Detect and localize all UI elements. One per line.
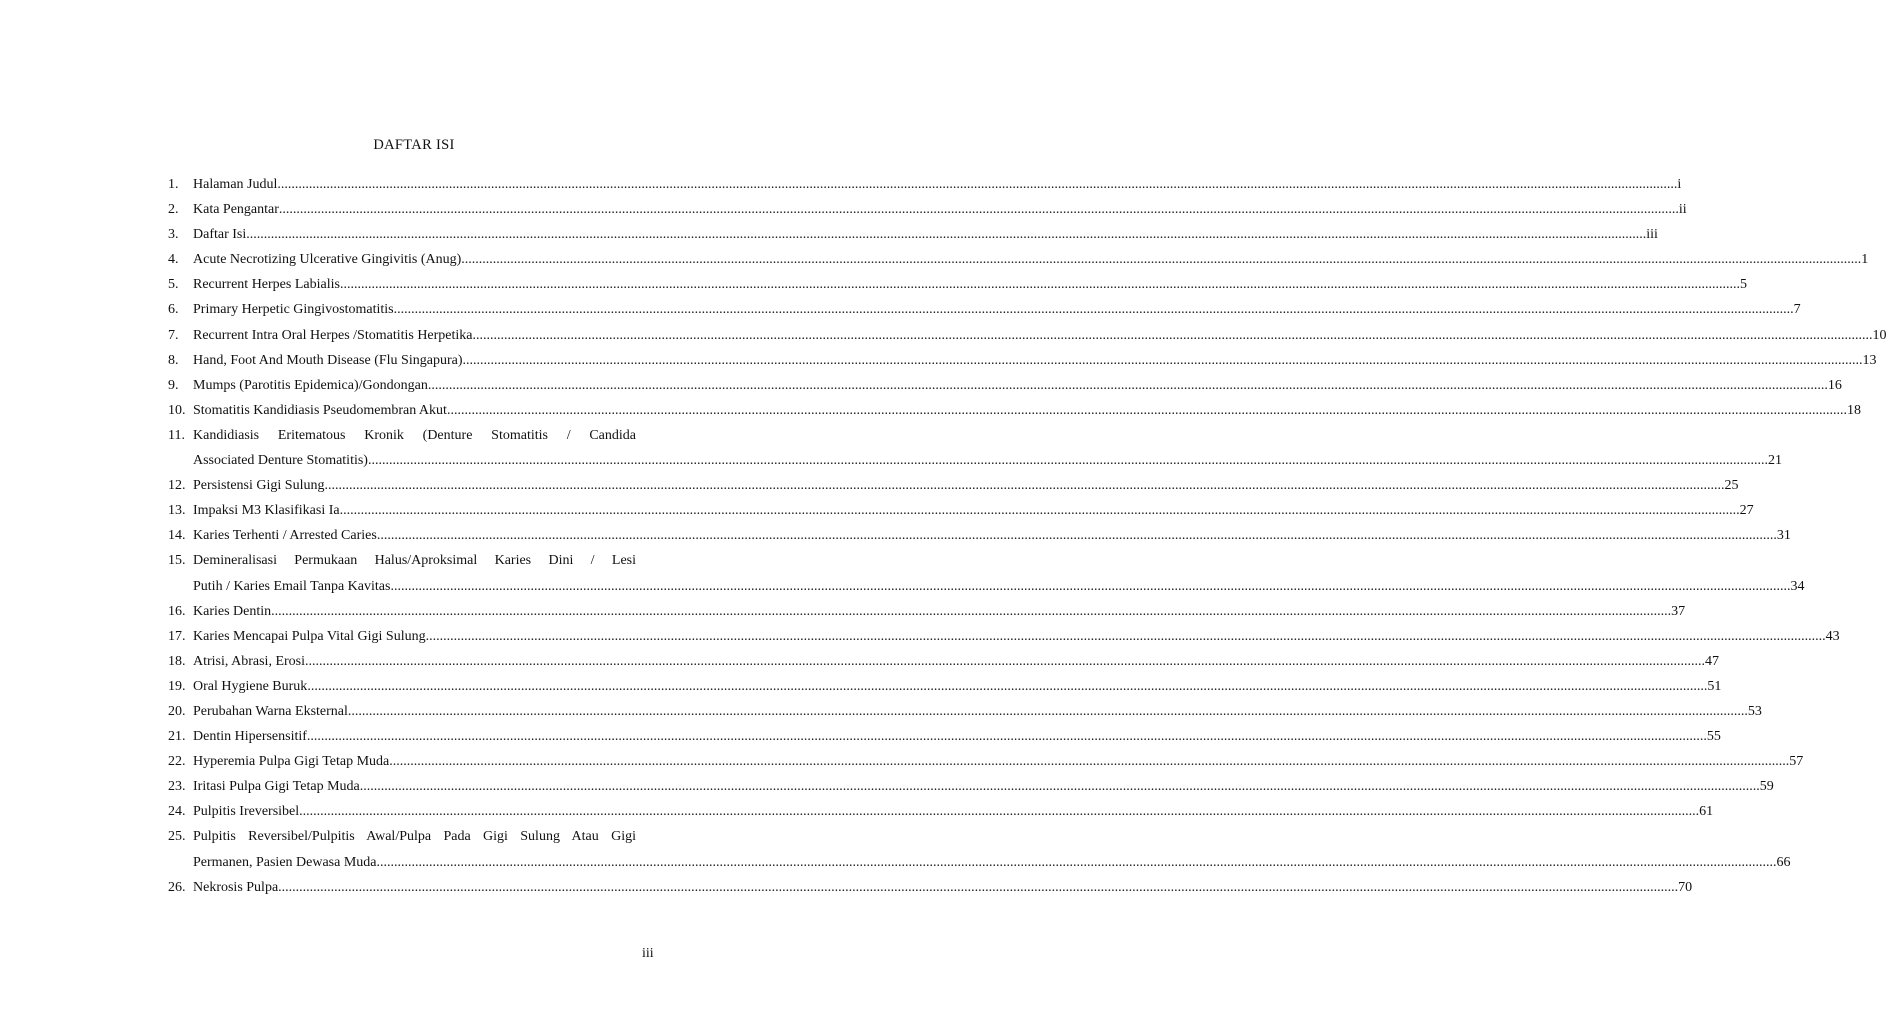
toc-entry-number: 17. <box>168 628 186 644</box>
toc-entry-title: Iritasi Pulpa Gigi Tetap Muda <box>193 779 360 795</box>
toc-entry-number: 24. <box>168 804 186 820</box>
toc-entry <box>168 423 636 448</box>
toc-entry-line <box>193 699 1762 724</box>
toc-entry-title: Kata Pengantar <box>193 202 279 218</box>
toc-entry <box>168 599 1686 624</box>
toc-dot-leader: ................................................................................................................................................................................................................................................................................................................................................................................................................ <box>339 503 1740 519</box>
toc-entry-line <box>193 247 1869 272</box>
toc-dot-leader: ................................................................................................................................................................................................................................................................................................................................................................................................................ <box>462 352 1863 368</box>
toc-entry-line <box>193 875 1693 900</box>
toc-entry-page: 55 <box>1706 729 1721 745</box>
toc-entry-line <box>193 498 1754 523</box>
toc-dot-leader: ................................................................................................................................................................................................................................................................................................................................................................................................................ <box>347 703 1748 719</box>
toc-entry-title: Oral Hygiene Buruk <box>193 678 308 694</box>
toc-entry-line <box>193 197 1687 222</box>
toc-entry <box>168 674 1722 699</box>
toc-entry-title: Karies Mencapai Pulpa Vital Gigi Sulung <box>193 628 426 644</box>
toc-entry-line <box>193 473 1739 498</box>
toc-entry-page: 53 <box>1747 703 1762 719</box>
toc-dot-leader: ................................................................................................................................................................................................................................................................................................................................................................................................................ <box>472 327 1873 343</box>
toc-entry-title-line1: Pulpitis Reversibel/Pulpitis Awal/Pulpa Pada Gigi Sulung Atau Gigi <box>193 829 636 845</box>
toc-entry-page: 7 <box>1793 302 1801 318</box>
toc-entry-line <box>193 624 1840 649</box>
toc-entry-line <box>193 574 1805 599</box>
toc-entry-title-line1: Demineralisasi Permukaan Halus/Aproksimal Karies Dini / Lesi <box>193 553 636 569</box>
toc-entry-line <box>193 348 1877 373</box>
toc-dot-leader: ................................................................................................................................................................................................................................................................................................................................................................................................................ <box>246 227 1647 243</box>
toc-entry-line <box>193 373 1842 398</box>
toc-entry <box>168 875 1693 900</box>
toc-entry-number: 19. <box>168 678 186 694</box>
toc-entry-continuation <box>168 850 1791 875</box>
table-of-contents <box>168 172 1887 900</box>
toc-entry-number: 12. <box>168 478 186 494</box>
toc-dot-leader: ................................................................................................................................................................................................................................................................................................................................................................................................................ <box>359 779 1760 795</box>
toc-entry-page: ii <box>1678 202 1687 218</box>
toc-entry-continuation <box>168 448 1782 473</box>
toc-entry-number: 18. <box>168 653 186 669</box>
toc-entry-line <box>193 674 1722 699</box>
toc-entry-number: 2. <box>168 202 179 218</box>
toc-entry-page: 27 <box>1739 503 1754 519</box>
toc-entry-line <box>193 172 1682 197</box>
toc-entry-number: 22. <box>168 754 186 770</box>
toc-entry-line <box>193 649 1719 674</box>
toc-entry-page: 18 <box>1846 402 1861 418</box>
toc-entry <box>168 548 636 573</box>
toc-dot-leader: ................................................................................................................................................................................................................................................................................................................................................................................................................ <box>376 528 1777 544</box>
toc-dot-leader: ................................................................................................................................................................................................................................................................................................................................................................................................................ <box>427 377 1828 393</box>
toc-entry-page: 1 <box>1861 252 1869 268</box>
toc-entry-title: Recurrent Intra Oral Herpes /Stomatitis Herpetika <box>193 327 473 343</box>
toc-entry-number: 10. <box>168 402 186 418</box>
toc-entry-page: 70 <box>1678 879 1693 895</box>
toc-dot-leader: ................................................................................................................................................................................................................................................................................................................................................................................................................ <box>446 402 1847 418</box>
toc-entry-number: 13. <box>168 503 186 519</box>
toc-entry-number: 9. <box>168 377 179 393</box>
toc-dot-leader: ................................................................................................................................................................................................................................................................................................................................................................................................................ <box>271 603 1672 619</box>
toc-entry-line <box>193 724 1721 749</box>
toc-entry-page: 59 <box>1759 779 1774 795</box>
toc-entry-line <box>193 398 1861 423</box>
toc-entry-line <box>193 297 1801 322</box>
toc-entry <box>168 297 1801 322</box>
toc-entry-number: 5. <box>168 277 179 293</box>
toc-entry-continuation <box>168 574 1805 599</box>
toc-entry-title: Impaksi M3 Klasifikasi Ia <box>193 503 340 519</box>
toc-entry-number: 23. <box>168 779 186 795</box>
toc-entry-title: Hand, Foot And Mouth Disease (Flu Singapura) <box>193 352 463 368</box>
toc-entry <box>168 724 1721 749</box>
toc-entry-number: 14. <box>168 528 186 544</box>
toc-dot-leader: ................................................................................................................................................................................................................................................................................................................................................................................................................ <box>390 578 1791 594</box>
toc-entry-title: Stomatitis Kandidiasis Pseudomembran Akut <box>193 402 447 418</box>
toc-entry-number: 25. <box>168 829 186 845</box>
toc-entry-line <box>193 774 1774 799</box>
toc-entry-line <box>193 799 1714 824</box>
toc-entry-number: 6. <box>168 302 179 318</box>
toc-entry <box>168 272 1747 297</box>
toc-entry <box>168 373 1842 398</box>
toc-entry-page: 61 <box>1699 804 1714 820</box>
toc-dot-leader: ................................................................................................................................................................................................................................................................................................................................................................................................................ <box>306 729 1707 745</box>
toc-entry-page: 34 <box>1790 578 1805 594</box>
toc-entry-page: 51 <box>1707 678 1722 694</box>
page-title: DAFTAR ISI <box>373 137 455 153</box>
toc-entry-page: 21 <box>1767 453 1782 469</box>
toc-entry-number: 8. <box>168 352 179 368</box>
toc-entry-title: Persistensi Gigi Sulung <box>193 478 325 494</box>
toc-entry-page: 31 <box>1776 528 1791 544</box>
toc-entry-line <box>193 749 1804 774</box>
toc-entry-page: i <box>1677 177 1682 192</box>
toc-entry-number: 4. <box>168 252 179 268</box>
toc-entry-line <box>193 448 1782 473</box>
toc-dot-leader: ................................................................................................................................................................................................................................................................................................................................................................................................................ <box>339 277 1740 293</box>
toc-entry-title: Primary Herpetic Gingivostomatitis <box>193 302 394 318</box>
toc-dot-leader: ................................................................................................................................................................................................................................................................................................................................................................................................................ <box>307 678 1708 694</box>
toc-entry-line <box>193 850 1791 875</box>
toc-entry-number: 3. <box>168 227 179 243</box>
toc-entry-title: Halaman Judul <box>193 177 278 192</box>
toc-entry <box>168 523 1791 548</box>
toc-entry <box>168 222 1658 247</box>
toc-entry-page: 16 <box>1827 377 1842 393</box>
toc-entry <box>168 323 1887 348</box>
page-number: iii <box>642 946 654 961</box>
toc-entry <box>168 799 1714 824</box>
toc-entry-page: 66 <box>1776 854 1791 870</box>
toc-entry-line <box>193 523 1791 548</box>
toc-entry-title: Karies Dentin <box>193 603 272 619</box>
toc-dot-leader: ................................................................................................................................................................................................................................................................................................................................................................................................................ <box>305 653 1705 669</box>
toc-entry-number: 7. <box>168 327 179 343</box>
toc-entry-title: Karies Terhenti / Arrested Caries <box>193 528 377 544</box>
toc-entry <box>168 649 1719 674</box>
toc-dot-leader: ................................................................................................................................................................................................................................................................................................................................................................................................................ <box>299 804 1700 820</box>
toc-dot-leader: ................................................................................................................................................................................................................................................................................................................................................................................................................ <box>393 302 1794 318</box>
toc-entry-number: 26. <box>168 879 186 895</box>
toc-entry-line <box>193 323 1887 348</box>
toc-entry-title: Daftar Isi <box>193 227 247 243</box>
toc-entry <box>168 699 1762 724</box>
toc-dot-leader: ................................................................................................................................................................................................................................................................................................................................................................................................................ <box>278 202 1679 218</box>
toc-entry-page: 37 <box>1671 603 1686 619</box>
toc-entry-number: 21. <box>168 729 186 745</box>
toc-entry <box>168 197 1687 222</box>
toc-entry-title: Associated Denture Stomatitis) <box>193 453 368 469</box>
toc-entry-number: 11. <box>168 427 185 443</box>
toc-entry-title: Atrisi, Abrasi, Erosi <box>193 653 305 669</box>
toc-dot-leader: ................................................................................................................................................................................................................................................................................................................................................................................................................ <box>277 177 1678 192</box>
toc-entry <box>168 172 1682 197</box>
toc-dot-leader: ................................................................................................................................................................................................................................................................................................................................................................................................................ <box>278 879 1679 895</box>
toc-entry-number: 16. <box>168 603 186 619</box>
toc-entry-page: 43 <box>1825 628 1840 644</box>
toc-entry-page: 5 <box>1739 277 1747 293</box>
toc-entry <box>168 473 1739 498</box>
toc-entry-title: Putih / Karies Email Tanpa Kavitas <box>193 578 391 594</box>
toc-entry-line <box>193 599 1686 624</box>
toc-entry <box>168 749 1804 774</box>
toc-entry-title: Permanen, Pasien Dewasa Muda <box>193 854 377 870</box>
toc-entry-line <box>193 272 1747 297</box>
toc-entry <box>168 348 1877 373</box>
toc-entry <box>168 247 1869 272</box>
toc-entry <box>168 398 1861 423</box>
toc-entry-page: 25 <box>1724 478 1739 494</box>
toc-entry-title: Nekrosis Pulpa <box>193 879 279 895</box>
toc-entry-title: Hyperemia Pulpa Gigi Tetap Muda <box>193 754 390 770</box>
toc-entry-number: 20. <box>168 703 186 719</box>
toc-dot-leader: ................................................................................................................................................................................................................................................................................................................................................................................................................ <box>425 628 1826 644</box>
toc-entry-number: 15. <box>168 553 186 569</box>
toc-dot-leader: ................................................................................................................................................................................................................................................................................................................................................................................................................ <box>367 453 1768 469</box>
toc-entry-page: 10 <box>1872 327 1887 343</box>
toc-dot-leader: ................................................................................................................................................................................................................................................................................................................................................................................................................ <box>324 478 1725 494</box>
toc-entry-number: 1. <box>168 177 179 192</box>
toc-entry-page: 47 <box>1705 653 1719 669</box>
toc-entry-page: 13 <box>1862 352 1877 368</box>
toc-entry-page: iii <box>1646 227 1658 243</box>
toc-dot-leader: ................................................................................................................................................................................................................................................................................................................................................................................................................ <box>461 252 1862 268</box>
toc-entry-title-line1: Kandidiasis Eritematous Kronik (Denture Stomatitis / Candida <box>193 427 636 443</box>
toc-entry-line <box>193 222 1658 247</box>
toc-entry-page: 57 <box>1789 754 1804 770</box>
toc-entry-title: Dentin Hipersensitif <box>193 729 307 745</box>
toc-entry <box>168 624 1840 649</box>
toc-entry <box>168 498 1754 523</box>
toc-entry <box>168 774 1774 799</box>
toc-entry-title: Acute Necrotizing Ulcerative Gingivitis (Anug) <box>193 252 462 268</box>
toc-entry <box>168 824 636 849</box>
toc-dot-leader: ................................................................................................................................................................................................................................................................................................................................................................................................................ <box>376 854 1777 870</box>
toc-dot-leader: ................................................................................................................................................................................................................................................................................................................................................................................................................ <box>389 754 1790 770</box>
toc-entry-title: Recurrent Herpes Labialis <box>193 277 340 293</box>
toc-entry-title: Mumps (Parotitis Epidemica)/Gondongan <box>193 377 428 393</box>
toc-entry-title: Perubahan Warna Eksternal <box>193 703 348 719</box>
toc-entry-title: Pulpitis Ireversibel <box>193 804 300 820</box>
